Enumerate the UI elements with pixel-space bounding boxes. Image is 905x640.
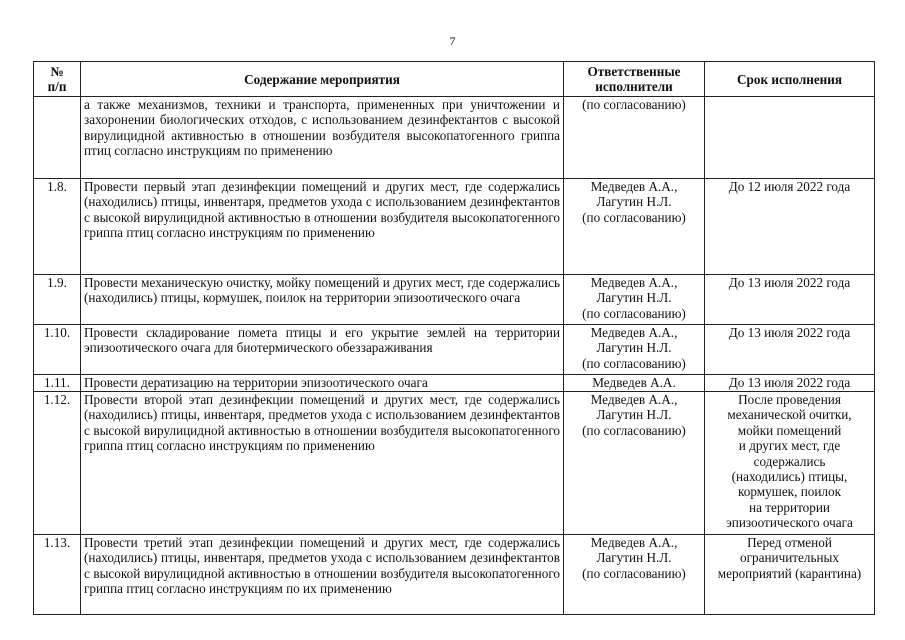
responsible-line: (по согласованию) [582, 209, 686, 225]
responsible-line: Медведев А.А., [590, 275, 678, 290]
responsible-line: (по согласованию) [582, 355, 686, 371]
responsible-line: (по согласованию) [582, 565, 686, 581]
responsible-line: Медведев А.А., [590, 535, 678, 550]
row-content: а также механизмов, техники и транспорта, примененных при уничтожении и захоронении биологических отходов, с использованием дезинфектантов с высокой вирулицидной активностью в отношении возбудителя высокопатогенного гриппа птиц согласно инструкциям по применению [81, 97, 564, 179]
measures-table [33, 61, 875, 615]
deadline-line: механической очитки, [727, 407, 852, 423]
header-number-line: № [50, 64, 64, 79]
responsible-line: Медведев А.А. [592, 375, 676, 390]
header-content: Содержание мероприятия [81, 62, 564, 97]
row-deadline [705, 97, 875, 179]
deadline-line: До 12 июля 2022 года [728, 179, 851, 194]
table-row [34, 179, 875, 275]
deadline-line: Перед отменой [747, 535, 832, 550]
row-deadline [705, 392, 875, 535]
row-content: Провести складирование помета птицы и его укрытие землей на территории эпизоотического очага для биотермического обеззараживания [81, 325, 564, 375]
deadline-line: До 13 июля 2022 года [728, 275, 851, 290]
deadline-line: (находились) птицы, [731, 469, 848, 485]
row-content: Провести дератизацию на территории эпизоотического очага [81, 375, 564, 392]
table-row [34, 97, 875, 179]
row-responsible [564, 325, 705, 375]
row-responsible [564, 275, 705, 325]
row-responsible [564, 392, 705, 535]
deadline-line: мойки помещений [737, 422, 842, 438]
row-number: 1.8. [34, 179, 81, 275]
row-content: Провести второй этап дезинфекции помещений и других мест, где содержались (находились) птицы, инвентаря, предметов ухода с использованием дезинфектантов с высокой вирулицидной активностью в отношении возбудителя высокопатогенного гриппа птиц согласно инструкциям по применению [81, 392, 564, 535]
deadline-line: содержались [753, 453, 826, 469]
responsible-line: Лагутин Н.Л. [596, 340, 672, 356]
responsible-line: Медведев А.А., [590, 325, 678, 340]
row-responsible [564, 179, 705, 275]
page-number: 7 [449, 34, 456, 48]
row-responsible [564, 97, 705, 179]
deadline-line: ограничительных [740, 550, 839, 566]
deadline-line: После проведения [738, 392, 841, 407]
table-row [34, 325, 875, 375]
deadline-line: До 13 июля 2022 года [728, 325, 851, 340]
table-row [34, 275, 875, 325]
deadline-line: До 13 июля 2022 года [728, 375, 851, 390]
row-number: 1.11. [34, 375, 81, 392]
deadline-line: мероприятий (карантина) [717, 565, 862, 581]
deadline-line: на территории [749, 499, 830, 515]
row-number: 1.10. [34, 325, 81, 375]
table-header-row [34, 62, 875, 97]
header-responsible-line: Ответственные [587, 64, 681, 79]
row-deadline [705, 375, 875, 392]
deadline-line: и других мест, где [738, 438, 841, 454]
responsible-line: Лагутин Н.Л. [596, 407, 672, 423]
row-content: Провести первый этап дезинфекции помещений и других мест, где содержались (находились) птицы, инвентаря, предметов ухода с использованием дезинфектантов с высокой вирулицидной активностью в отношении возбудителя высокопатогенного гриппа птиц согласно инструкциям по применению [81, 179, 564, 275]
deadline-line: кормушек, поилок [738, 484, 841, 500]
header-responsible [564, 62, 705, 97]
row-number: 1.9. [34, 275, 81, 325]
row-content: Провести механическую очистку, мойку помещений и других мест, где содержались (находились) птицы, кормушек, поилок на территории эпизоотического очага [81, 275, 564, 325]
row-deadline [705, 325, 875, 375]
header-number [34, 62, 81, 97]
responsible-line: Лагутин Н.Л. [596, 194, 672, 210]
header-deadline: Срок исполнения [705, 62, 875, 97]
responsible-line: Лагутин Н.Л. [596, 290, 672, 306]
header-number-line: п/п [47, 79, 67, 94]
header-responsible-line: исполнители [595, 79, 673, 94]
table-row [34, 392, 875, 535]
responsible-line: (по согласованию) [582, 422, 686, 438]
row-number [34, 97, 81, 179]
row-responsible [564, 535, 705, 615]
deadline-line: эпизоотического очага [726, 515, 853, 531]
responsible-line: (по согласованию) [582, 97, 686, 112]
table-row [34, 535, 875, 615]
row-deadline [705, 275, 875, 325]
row-deadline [705, 535, 875, 615]
row-deadline [705, 179, 875, 275]
responsible-line: Медведев А.А., [590, 179, 678, 194]
responsible-line: Лагутин Н.Л. [596, 550, 672, 566]
row-responsible [564, 375, 705, 392]
responsible-line: (по согласованию) [582, 305, 686, 321]
row-number: 1.13. [34, 535, 81, 615]
table-row [34, 375, 875, 392]
responsible-line: Медведев А.А., [590, 392, 678, 407]
row-number: 1.12. [34, 392, 81, 535]
row-content: Провести третий этап дезинфекции помещений и других мест, где содержались (находились) птицы, инвентаря, предметов ухода с использованием дезинфектантов с высокой вирулицидной активностью в отношении возбудителя высокопатогенного гриппа птиц согласно инструкциям по их применению [81, 535, 564, 615]
